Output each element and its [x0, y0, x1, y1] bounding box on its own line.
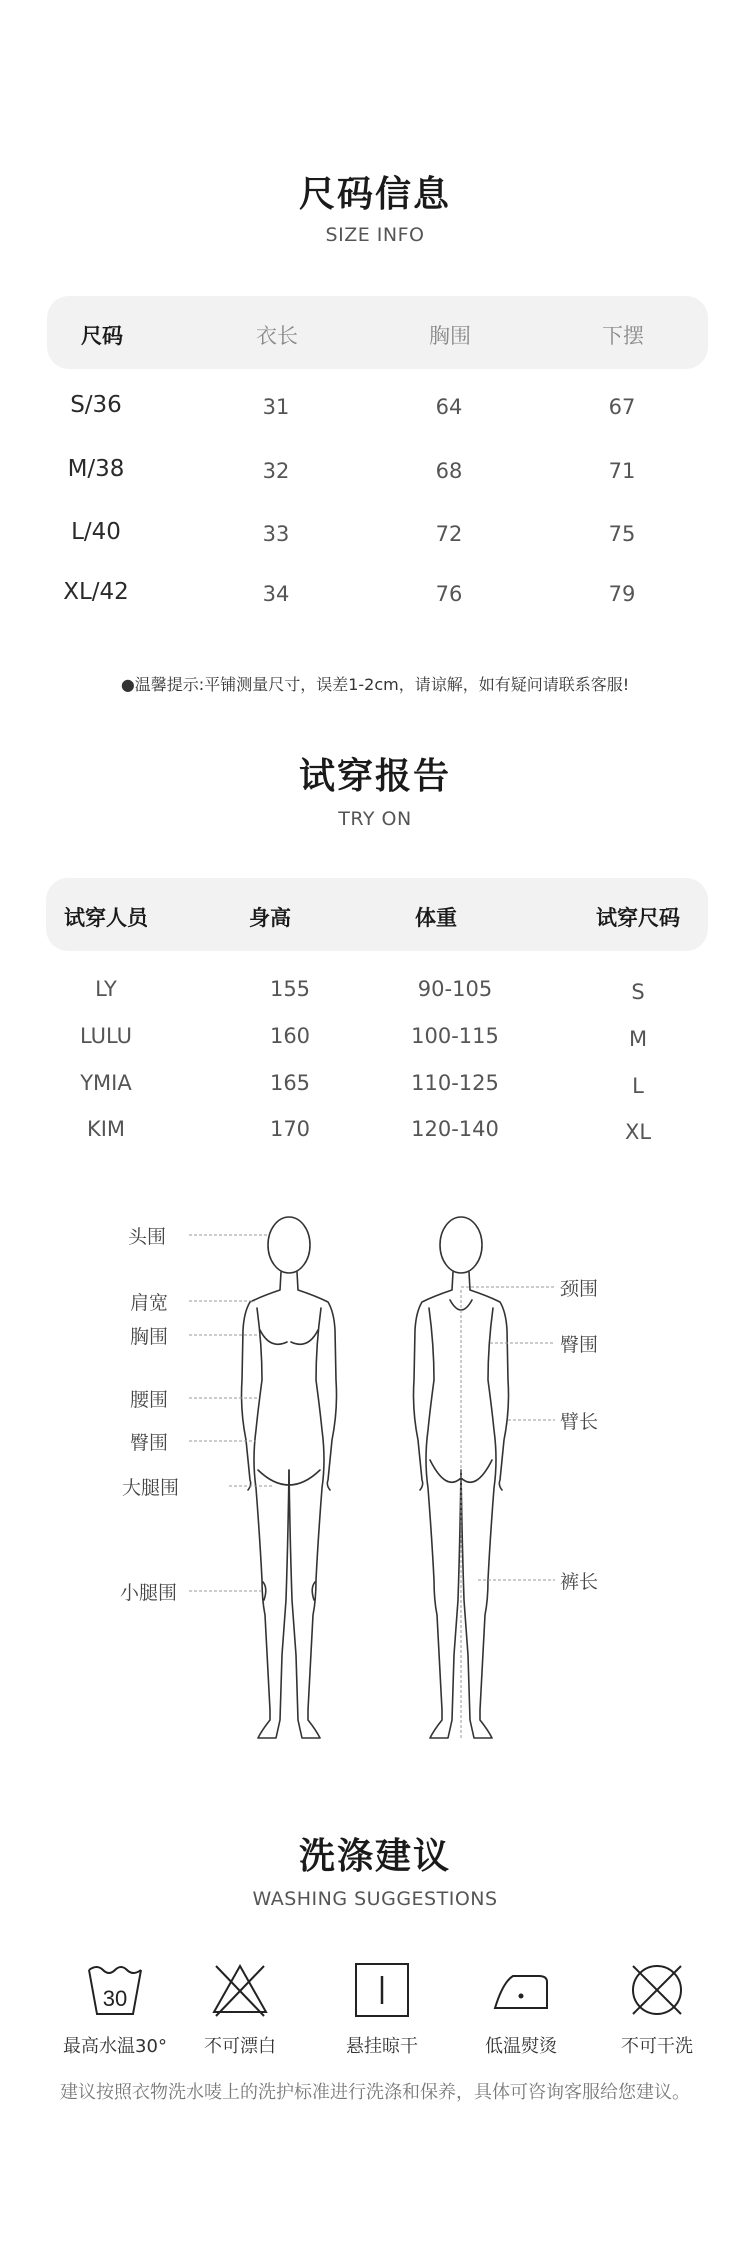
person-cell: KIM — [86, 1117, 126, 1141]
chest-cell: 68 — [435, 459, 463, 483]
size-header-length: 衣长 — [256, 324, 298, 348]
person-cell: LY — [95, 977, 117, 1001]
no-bleach-icon — [210, 1960, 270, 2020]
size-header-chest: 胸围 — [429, 324, 471, 348]
measurement-tip: ●温馨提示:平铺测量尺寸，误差1-2cm，请谅解，如有疑问请联系客服! — [120, 675, 630, 694]
wash-label-dryclean: 不可干洗 — [621, 2036, 693, 2057]
try-header-height: 身高 — [249, 906, 291, 930]
hem-cell: 71 — [608, 459, 636, 483]
label-chest: 胸围 — [130, 1326, 169, 1348]
no-dry-clean-icon — [627, 1960, 687, 2020]
label-hip-front: 臀围 — [130, 1432, 169, 1454]
size-header-size: 尺码 — [81, 324, 123, 348]
wash-temp-text: 30 — [102, 1986, 128, 2011]
care-note: 建议按照衣物洗水唛上的洗护标准进行洗涤和保养，具体可咨询客服给您建议。 — [60, 2082, 690, 2103]
front-body-figure — [242, 1217, 337, 1738]
weight-cell: 120-140 — [411, 1117, 499, 1141]
size-cell: XL/42 — [63, 579, 129, 605]
length-cell: 32 — [262, 459, 290, 483]
height-cell: 155 — [269, 977, 311, 1001]
low-iron-icon — [491, 1960, 551, 2020]
hem-cell: 75 — [608, 522, 636, 546]
chest-cell: 76 — [435, 582, 463, 606]
length-cell: 33 — [262, 522, 290, 546]
body-measurement-illustration — [0, 1200, 750, 1760]
size-info-subtitle: SIZE INFO — [325, 224, 425, 246]
washing-title: 洗涤建议 — [298, 1836, 451, 1877]
weight-cell: 110-125 — [411, 1071, 499, 1095]
wash-label-dry: 悬挂晾干 — [346, 2036, 418, 2057]
hang-dry-icon — [352, 1960, 412, 2020]
try-header-person: 试穿人员 — [64, 906, 148, 930]
tried-size-cell: L — [632, 1074, 644, 1098]
try-on-subtitle: TRY ON — [338, 808, 412, 830]
wash-label-bleach: 不可漂白 — [204, 2036, 276, 2057]
tried-size-cell: XL — [624, 1120, 652, 1144]
size-table-header — [47, 296, 708, 369]
label-head: 头围 — [128, 1226, 167, 1248]
tried-size-cell: M — [628, 1027, 648, 1051]
tried-size-cell: S — [631, 980, 645, 1004]
try-on-title: 试穿报告 — [298, 756, 451, 797]
label-waist: 腰围 — [130, 1389, 169, 1411]
weight-cell: 100-115 — [411, 1024, 499, 1048]
label-pants: 裤长 — [560, 1571, 599, 1593]
height-cell: 160 — [269, 1024, 311, 1048]
chest-cell: 64 — [435, 395, 463, 419]
length-cell: 31 — [262, 395, 290, 419]
label-hip-back: 臀围 — [560, 1334, 599, 1356]
try-header-weight: 体重 — [415, 906, 457, 930]
size-cell: M/38 — [67, 456, 125, 482]
height-cell: 165 — [269, 1071, 311, 1095]
hem-cell: 67 — [608, 395, 636, 419]
try-on-table-header — [46, 878, 708, 951]
label-calf: 小腿围 — [120, 1582, 178, 1604]
size-cell: S/36 — [70, 392, 122, 418]
chest-cell: 72 — [435, 522, 463, 546]
size-header-hem: 下摆 — [602, 324, 644, 348]
try-header-size: 试穿尺码 — [596, 906, 680, 930]
wash-label-temp: 最高水温30° — [63, 2036, 167, 2057]
height-cell: 170 — [269, 1117, 311, 1141]
size-cell: L/40 — [71, 519, 121, 545]
wash-label-iron: 低温熨烫 — [485, 2036, 557, 2057]
length-cell: 34 — [262, 582, 290, 606]
wash-30-icon — [85, 1960, 145, 2020]
person-cell: LULU — [79, 1024, 133, 1048]
label-thigh: 大腿围 — [122, 1477, 180, 1499]
size-info-title: 尺码信息 — [298, 174, 451, 215]
label-neck: 颈围 — [560, 1278, 599, 1300]
hem-cell: 79 — [608, 582, 636, 606]
label-shoulder: 肩宽 — [130, 1292, 169, 1314]
person-cell: YMIA — [80, 1071, 132, 1095]
label-arm: 臂长 — [560, 1411, 599, 1433]
weight-cell: 90-105 — [417, 977, 493, 1001]
washing-subtitle: WASHING SUGGESTIONS — [252, 1888, 498, 1910]
